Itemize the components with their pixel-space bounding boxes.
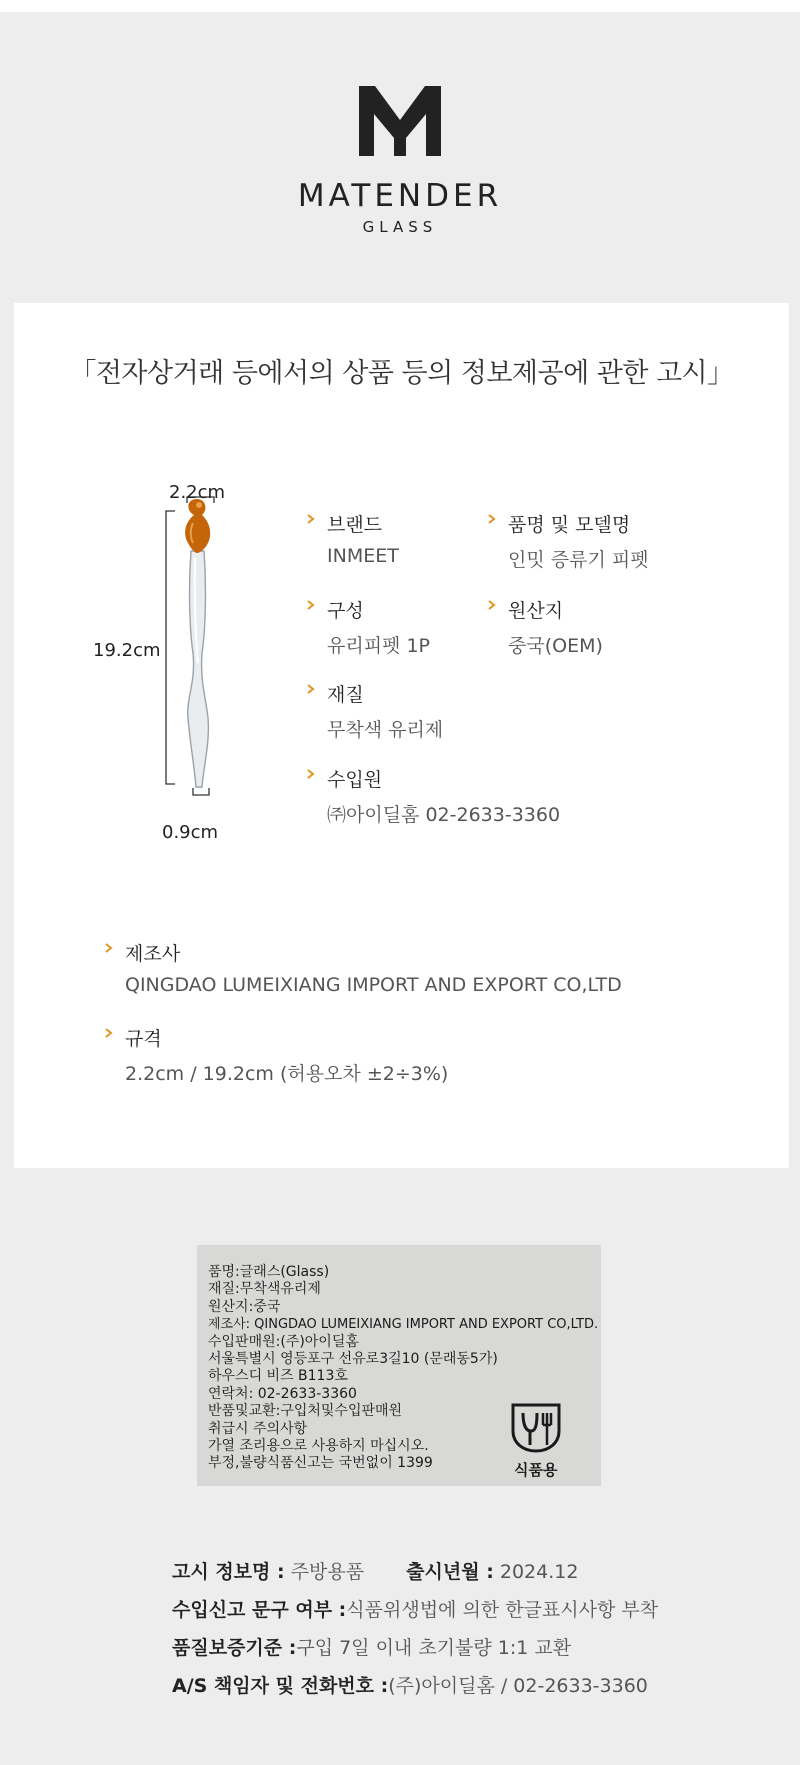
food-safe-glass-fork-icon (509, 1401, 563, 1455)
label-line: 부정,불량식품신고는 국번없이 1399 (208, 1455, 433, 1472)
notice-value: 식품위생법에 의한 한글표시사항 부착 (346, 1599, 659, 1621)
spec-composition (327, 596, 430, 658)
label-line: 제조사: QINGDAO LUMEIXIANG IMPORT AND EXPORT CO,LTD. (208, 1317, 599, 1333)
notice-label: A/S 책임자 및 전화번호 : (172, 1675, 389, 1697)
chevron-right-icon (307, 684, 315, 694)
spec-label: 재질 (327, 684, 364, 706)
dim-bottom-width: 0.9cm (162, 822, 219, 843)
notice-value: 구입 7일 이내 초기불량 1:1 교환 (296, 1637, 572, 1659)
notice-label: 고시 정보명 : (172, 1561, 285, 1583)
top-strip (0, 0, 800, 12)
brand-name: MATENDER (297, 178, 503, 214)
spec-label: 브랜드 (327, 514, 383, 536)
spec-size (125, 1024, 448, 1086)
chevron-right-icon (307, 769, 315, 779)
chevron-right-icon (488, 514, 496, 524)
notice-value: 주방용품 (284, 1561, 365, 1583)
notice-label: 수입신고 문구 여부 : (172, 1599, 347, 1621)
dim-top-width: 2.2cm (169, 482, 226, 503)
label-line: 취급시 주의사항 (208, 1420, 308, 1437)
food-use-label: 식품용 (514, 1461, 558, 1479)
matender-m-logo-icon (359, 86, 441, 156)
dim-height: 19.2cm (93, 640, 161, 661)
spec-value: 유리피펫 1P (327, 635, 431, 657)
notice-quality (172, 1633, 571, 1660)
notice-label: 품질보증기준 : (172, 1637, 297, 1659)
spec-origin (508, 596, 603, 658)
spec-brand (327, 510, 399, 567)
spec-model (508, 510, 649, 572)
product-label-image (197, 1245, 601, 1486)
notice-as (172, 1671, 648, 1698)
spec-label: 구성 (327, 600, 364, 622)
spec-value: INMEET (327, 545, 399, 567)
label-line: 가열 조리용으로 사용하지 마십시오. (208, 1438, 429, 1455)
notice-value: 2024.12 (493, 1561, 579, 1583)
label-line: 품명:글래스(Glass) (208, 1264, 330, 1280)
chevron-right-icon (105, 1028, 113, 1038)
chevron-right-icon (488, 600, 496, 610)
spec-material (327, 680, 443, 742)
spec-value: 2.2cm / 19.2cm (허용오차 ±2÷3%) (125, 1063, 449, 1085)
label-line: 연락처: 02-2633-3360 (208, 1385, 357, 1402)
brand-sub: GLASS (362, 218, 438, 236)
chevron-right-icon (105, 943, 113, 953)
label-line: 서울특별시 영등포구 선유로3길10 (문래동5가) (208, 1351, 498, 1368)
spec-value: 중국(OEM) (508, 635, 603, 657)
label-line: 재질:무착색유리제 (208, 1281, 321, 1298)
notice-info-name (172, 1557, 578, 1584)
card-title: 「전자상거래 등에서의 상품 등의 정보제공에 관한 고시」 (69, 358, 734, 389)
chevron-right-icon (307, 600, 315, 610)
spec-label: 수입원 (327, 769, 383, 791)
spec-value: 무착색 유리제 (327, 719, 444, 741)
label-line: 하우스디 비즈 B113호 (208, 1368, 348, 1385)
label-line: 수입판매원:(주)아이딜홈 (208, 1333, 359, 1350)
spec-label: 원산지 (508, 600, 564, 622)
notice-import (172, 1595, 658, 1622)
spec-label: 품명 및 모델명 (508, 514, 631, 536)
label-line: 반품및교환:구입처및수입판매원 (208, 1403, 403, 1420)
spec-value: ㈜아이딜홈 02-2633-3360 (327, 804, 561, 826)
spec-value: 인밋 증류기 피펫 (508, 549, 649, 571)
spec-importer (327, 765, 560, 827)
pipette-diagram (82, 483, 232, 843)
spec-label: 규격 (125, 1028, 162, 1050)
info-card (14, 303, 789, 1168)
notice-label: 출시년월 : (406, 1561, 494, 1583)
chevron-right-icon (307, 514, 315, 524)
notice-value: (주)아이딜홈 / 02-2633-3360 (388, 1675, 648, 1697)
spec-manufacturer (125, 939, 622, 996)
brand-logo (0, 86, 800, 236)
spec-label: 제조사 (125, 943, 181, 965)
label-line: 원산지:중국 (208, 1298, 281, 1315)
spec-value: QINGDAO LUMEIXIANG IMPORT AND EXPORT CO,LTD (125, 974, 622, 996)
